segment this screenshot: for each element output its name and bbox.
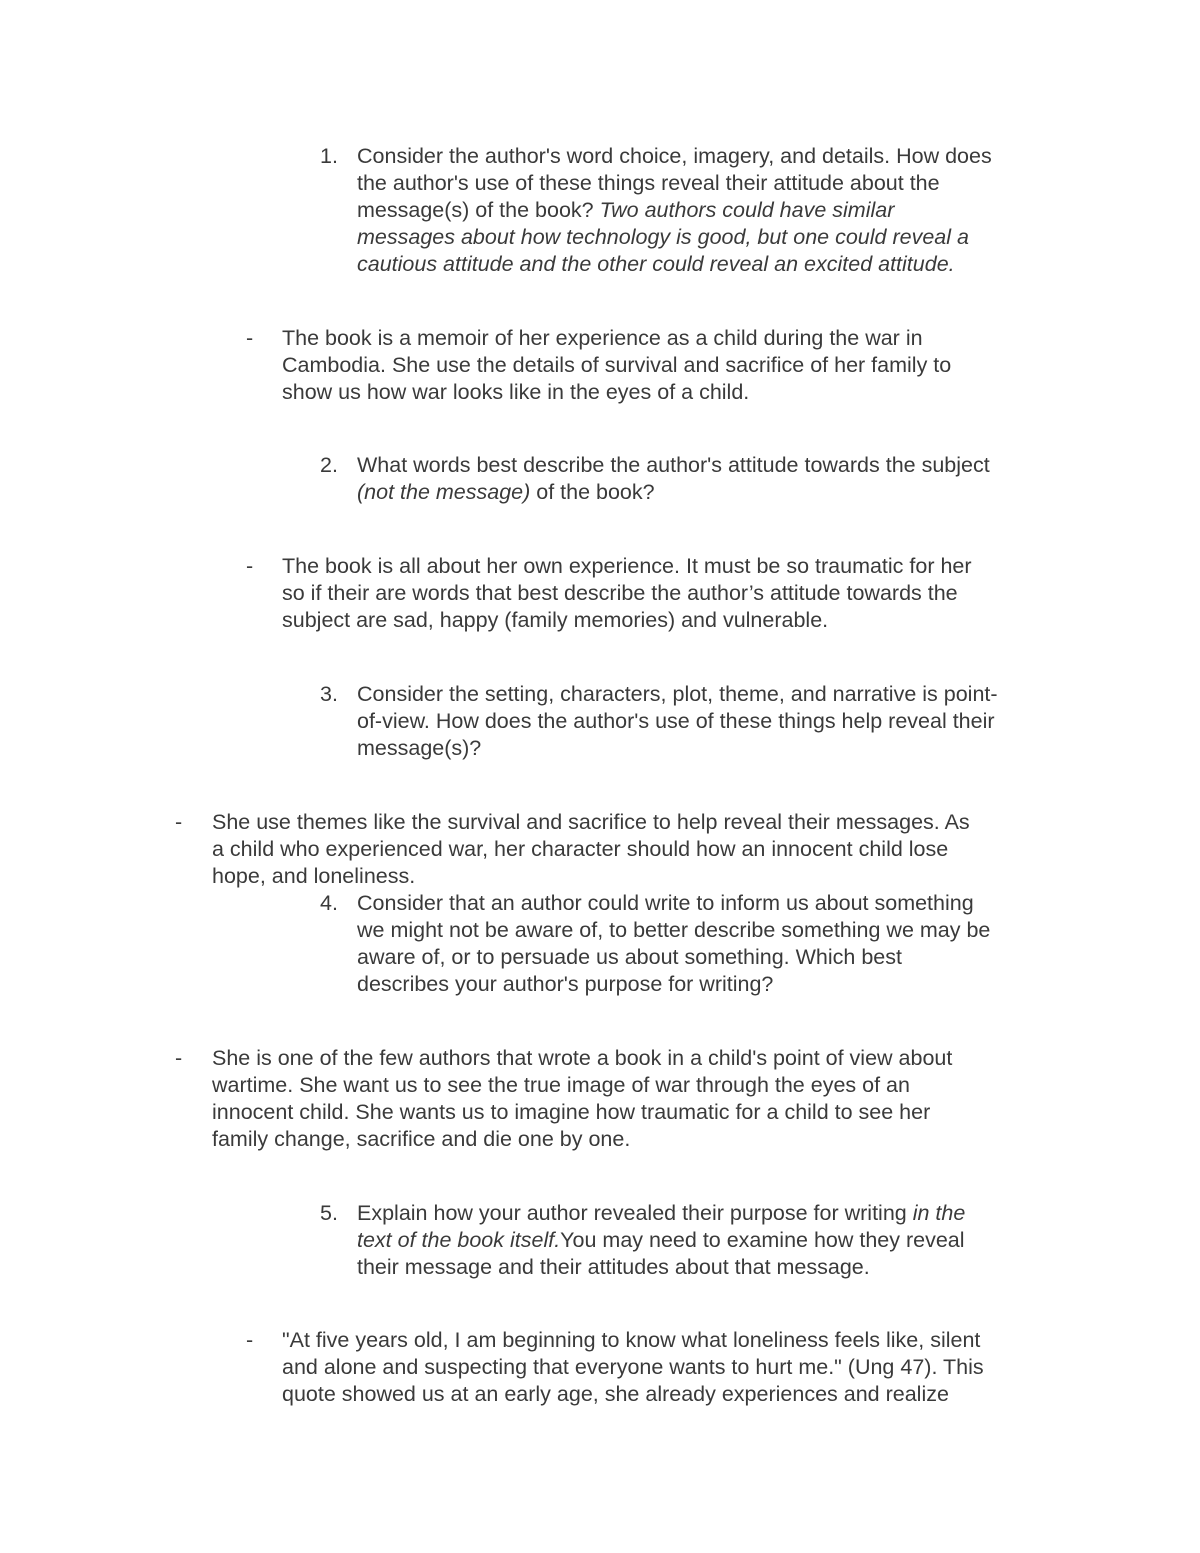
question-3-line-1: Consider the setting, characters, plot, theme, and narrative is point-	[357, 682, 998, 706]
answer-3	[212, 809, 970, 890]
answer-4-line-2: wartime. She want us to see the true image of war through the eyes of an	[212, 1073, 910, 1097]
answer-4	[212, 1045, 952, 1153]
question-5-line-2: text of the book itself.You may need to examine how they reveal	[357, 1228, 965, 1252]
answer-4-bullet: -	[175, 1046, 183, 1070]
question-4	[357, 890, 990, 998]
answer-1-line-2: Cambodia. She use the details of survival and sacrifice of her family to	[282, 353, 952, 377]
question-2-emphasis: (not the message)	[357, 480, 531, 504]
question-1-line-5: cautious attitude and the other could reveal an excited attitude.	[357, 252, 955, 276]
answer-2-line-3: subject are sad, happy (family memories) and vulnerable.	[282, 608, 829, 632]
answer-3-line-3: hope, and loneliness.	[212, 864, 416, 888]
answer-3-line-2: a child who experienced war, her character should how an innocent child lose	[212, 837, 949, 861]
answer-1-line-3: show us how war looks like in the eyes of a child.	[282, 380, 750, 404]
question-2-line-2: (not the message) of the book?	[357, 480, 655, 504]
question-5-number: 5.	[320, 1201, 338, 1225]
answer-4-line-4: family change, sacrifice and die one by one.	[212, 1127, 631, 1151]
answer-2-line-2: so if their are words that best describe the author’s attitude towards the	[282, 581, 958, 605]
answer-1-line-1: The book is a memoir of her experience as a child during the war in	[282, 326, 923, 350]
answer-3-line-1: She use themes like the survival and sacrifice to help reveal their messages. As	[212, 810, 970, 834]
question-2	[357, 452, 990, 506]
question-1	[357, 143, 992, 278]
answer-2	[282, 553, 972, 634]
question-4-line-3: aware of, or to persuade us about something. Which best	[357, 945, 902, 969]
question-5-emphasis: in the	[912, 1201, 966, 1225]
answer-5-bullet: -	[246, 1328, 254, 1352]
question-1-line-1: Consider the author's word choice, imagery, and details. How does	[357, 144, 992, 168]
question-3	[357, 681, 998, 762]
answer-5-line-1: "At five years old, I am beginning to know what loneliness feels like, silent	[282, 1328, 981, 1352]
answer-4-line-3: innocent child. She wants us to imagine how traumatic for a child to see her	[212, 1100, 931, 1124]
question-4-number: 4.	[320, 891, 338, 915]
answer-2-line-1: The book is all about her own experience. It must be so traumatic for her	[282, 554, 972, 578]
question-5-line-3: their message and their attitudes about that message.	[357, 1255, 870, 1279]
question-3-line-3: message(s)?	[357, 736, 482, 760]
answer-5-line-2: and alone and suspecting that everyone wants to hurt me." (Ung 47). This	[282, 1355, 984, 1379]
answer-1-bullet: -	[246, 326, 254, 350]
answer-1	[282, 325, 951, 406]
question-1-line-2: the author's use of these things reveal their attitude about the	[357, 171, 940, 195]
question-2-line-1: What words best describe the author's attitude towards the subject	[357, 453, 990, 477]
question-5	[357, 1200, 965, 1281]
question-1-line-4: messages about how technology is good, but one could reveal a	[357, 225, 969, 249]
question-4-line-1: Consider that an author could write to inform us about something	[357, 891, 974, 915]
answer-2-bullet: -	[246, 554, 254, 578]
answer-5-line-3: quote showed us at an early age, she already experiences and realize	[282, 1382, 949, 1406]
question-1-line-3: message(s) of the book? Two authors could have similar	[357, 198, 895, 222]
question-4-line-4: describes your author's purpose for writing?	[357, 972, 774, 996]
question-3-number: 3.	[320, 682, 338, 706]
question-1-number: 1.	[320, 144, 338, 168]
answer-3-bullet: -	[175, 810, 183, 834]
question-1-emphasis: Two authors could have similar	[599, 198, 895, 222]
question-3-line-2: of-view. How does the author's use of these things help reveal their	[357, 709, 995, 733]
answer-4-line-1: She is one of the few authors that wrote a book in a child's point of view about	[212, 1046, 953, 1070]
question-4-line-2: we might not be aware of, to better describe something we may be	[357, 918, 991, 942]
question-5-line-1: Explain how your author revealed their purpose for writing in the	[357, 1201, 966, 1225]
question-2-number: 2.	[320, 453, 338, 477]
answer-5	[282, 1327, 984, 1408]
